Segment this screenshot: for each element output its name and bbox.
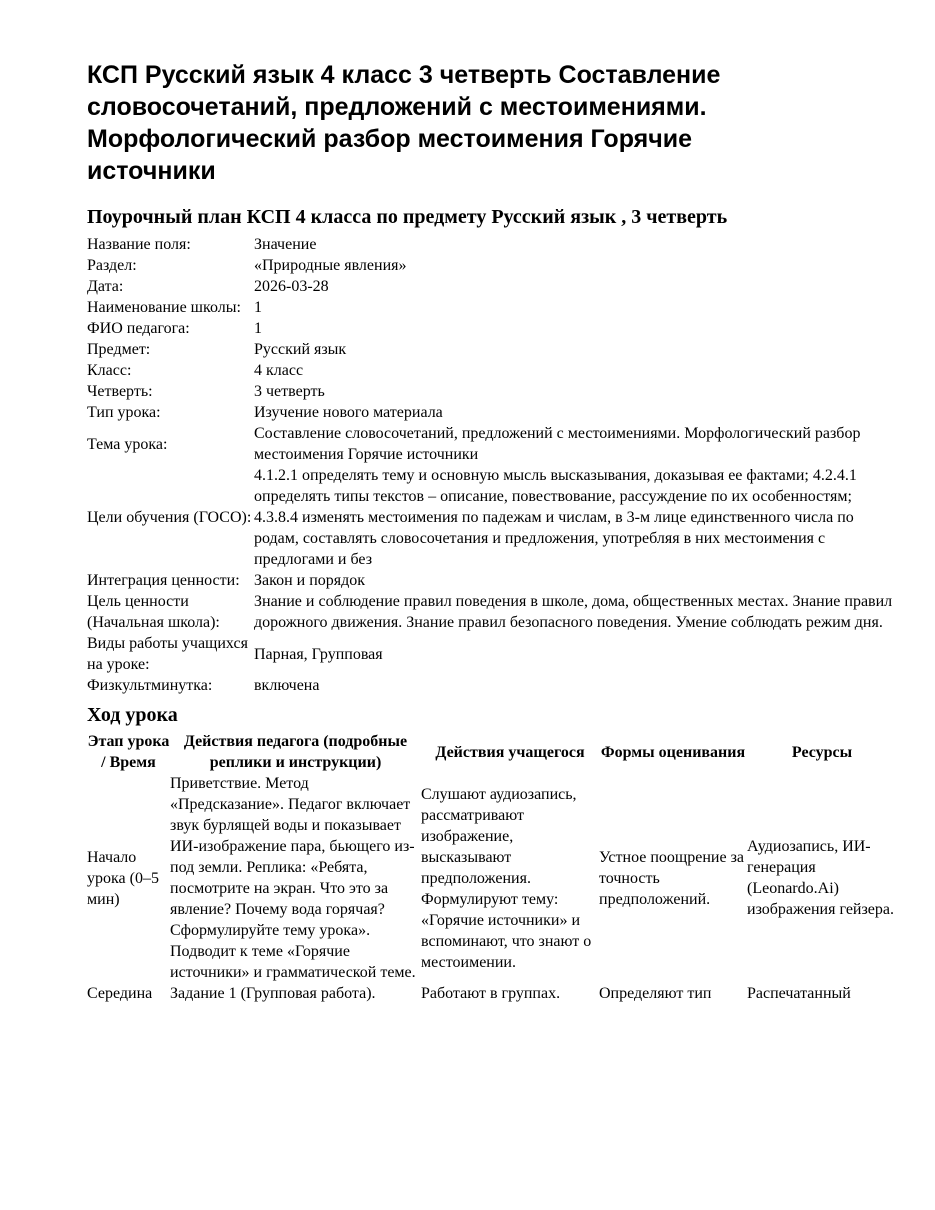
- header-resources: Ресурсы: [791, 743, 853, 761]
- field-name: Физкультминутка:: [87, 677, 213, 694]
- cell-stage: Начало урока (0–5 мин): [87, 848, 159, 908]
- field-value: 2026-03-28: [254, 278, 329, 295]
- cell-resources: Распечатанный: [747, 985, 851, 1002]
- header-student-actions: Действия учащегося: [435, 743, 585, 761]
- field-value: «Природные явления»: [254, 257, 407, 274]
- field-name: Название поля:: [87, 236, 191, 253]
- cell-teacher-actions: Приветствие. Метод «Предсказание». Педагог включает звук бурлящей воды и показывает ИИ-изображение пара, бьющего из-под земли. Реплика: «Ребята, посмотрите на экран. Что это за явление? Почему вода горячая? Сформулируйте тему урока». Подводит к теме «Горячие источники» и грамматической теме.: [170, 775, 416, 981]
- field-name: Раздел:: [87, 257, 137, 274]
- field-row: [87, 465, 897, 570]
- field-name: Виды работы учащихся на уроке:: [87, 635, 248, 673]
- field-value: Закон и порядок: [254, 572, 366, 589]
- document-title: КСП Русский язык 4 класс 3 четверть Составление словосочетаний, предложений с местоимениями. Морфологический разбор местоимения Горячие источники: [87, 61, 721, 185]
- field-row: [87, 276, 897, 297]
- lesson-table: [87, 731, 897, 1004]
- field-row: [87, 339, 897, 360]
- header-teacher-actions: Действия педагога (подробные реплики и инструкции): [183, 733, 408, 771]
- field-value: Значение: [254, 236, 317, 253]
- field-name: Дата:: [87, 278, 124, 295]
- field-value: Изучение нового материала: [254, 404, 443, 421]
- field-name: Предмет:: [87, 341, 151, 358]
- field-value: 4 класс: [254, 362, 304, 379]
- cell-assessment: Устное поощрение за точность предположений.: [599, 848, 744, 908]
- table-row: [87, 983, 897, 1004]
- cell-stage: Середина: [87, 985, 153, 1002]
- cell-assessment: Определяют тип: [599, 985, 712, 1002]
- header-assessment: Формы оценивания: [600, 743, 746, 761]
- field-value: Русский язык: [254, 341, 347, 358]
- field-name: Цель ценности (Начальная школа):: [87, 593, 220, 631]
- field-row: [87, 360, 897, 381]
- lesson-header-row: [87, 731, 897, 773]
- field-name: ФИО педагога:: [87, 320, 190, 337]
- cell-resources: Аудиозапись, ИИ-генерация (Leonardo.Ai) изображения гейзера.: [747, 838, 894, 918]
- field-name: Тема урока:: [87, 435, 168, 453]
- field-value: Парная, Групповая: [254, 645, 383, 663]
- field-row: [87, 381, 897, 402]
- field-value: 1: [254, 299, 262, 316]
- field-name: Цели обучения (ГОСО):: [87, 509, 252, 526]
- document-page: [87, 59, 897, 1004]
- field-value: Знание и соблюдение правил поведения в школе, дома, общественных местах. Знание правил дорожного движения. Знание правил безопасного поведения. Умение соблюдать режим дня.: [254, 593, 893, 631]
- lesson-heading: Ход урока: [87, 704, 178, 726]
- field-row: [87, 318, 897, 339]
- field-row: [87, 423, 897, 465]
- header-stage: Этап урока / Время: [87, 733, 170, 771]
- field-row: [87, 234, 897, 255]
- field-row: [87, 297, 897, 318]
- field-name: Четверть:: [87, 383, 153, 400]
- field-row: [87, 570, 897, 591]
- field-value: 4.1.2.1 определять тему и основную мысль высказывания, доказывая ее фактами; 4.2.4.1 определять типы текстов – описание, повествование, рассуждение по их особенностям; 4.3.8.4 изменять местоимения по падежам и числам, в 3-м лице единственного числа по родам, составлять словосочетания и предложения, употребляя в них местоимения с предлогами и без: [254, 467, 857, 568]
- fields-table: [87, 234, 897, 696]
- table-row: [87, 773, 897, 983]
- field-value: Составление словосочетаний, предложений с местоимениями. Морфологический разбор местоимения Горячие источники: [254, 425, 861, 463]
- cell-student-actions: Работают в группах.: [421, 985, 561, 1002]
- field-name: Тип урока:: [87, 404, 161, 421]
- field-value: включена: [254, 677, 320, 694]
- field-row: [87, 633, 897, 675]
- plan-subtitle: Поурочный план КСП 4 класса по предмету Русский язык , 3 четверть: [87, 206, 728, 228]
- field-row: [87, 255, 897, 276]
- field-name: Интеграция ценности:: [87, 572, 240, 589]
- field-value: 1: [254, 320, 262, 337]
- cell-teacher-actions: Задание 1 (Групповая работа).: [170, 985, 376, 1002]
- cell-student-actions: Слушают аудиозапись, рассматривают изображение, высказывают предположения. Формулируют тему: «Горячие источники» и вспоминают, что знают о местоимении.: [421, 785, 592, 971]
- field-row: [87, 402, 897, 423]
- field-name: Класс:: [87, 362, 132, 379]
- field-row: [87, 675, 897, 696]
- field-row: [87, 591, 897, 633]
- field-name: Наименование школы:: [87, 299, 241, 316]
- field-value: 3 четверть: [254, 383, 325, 400]
